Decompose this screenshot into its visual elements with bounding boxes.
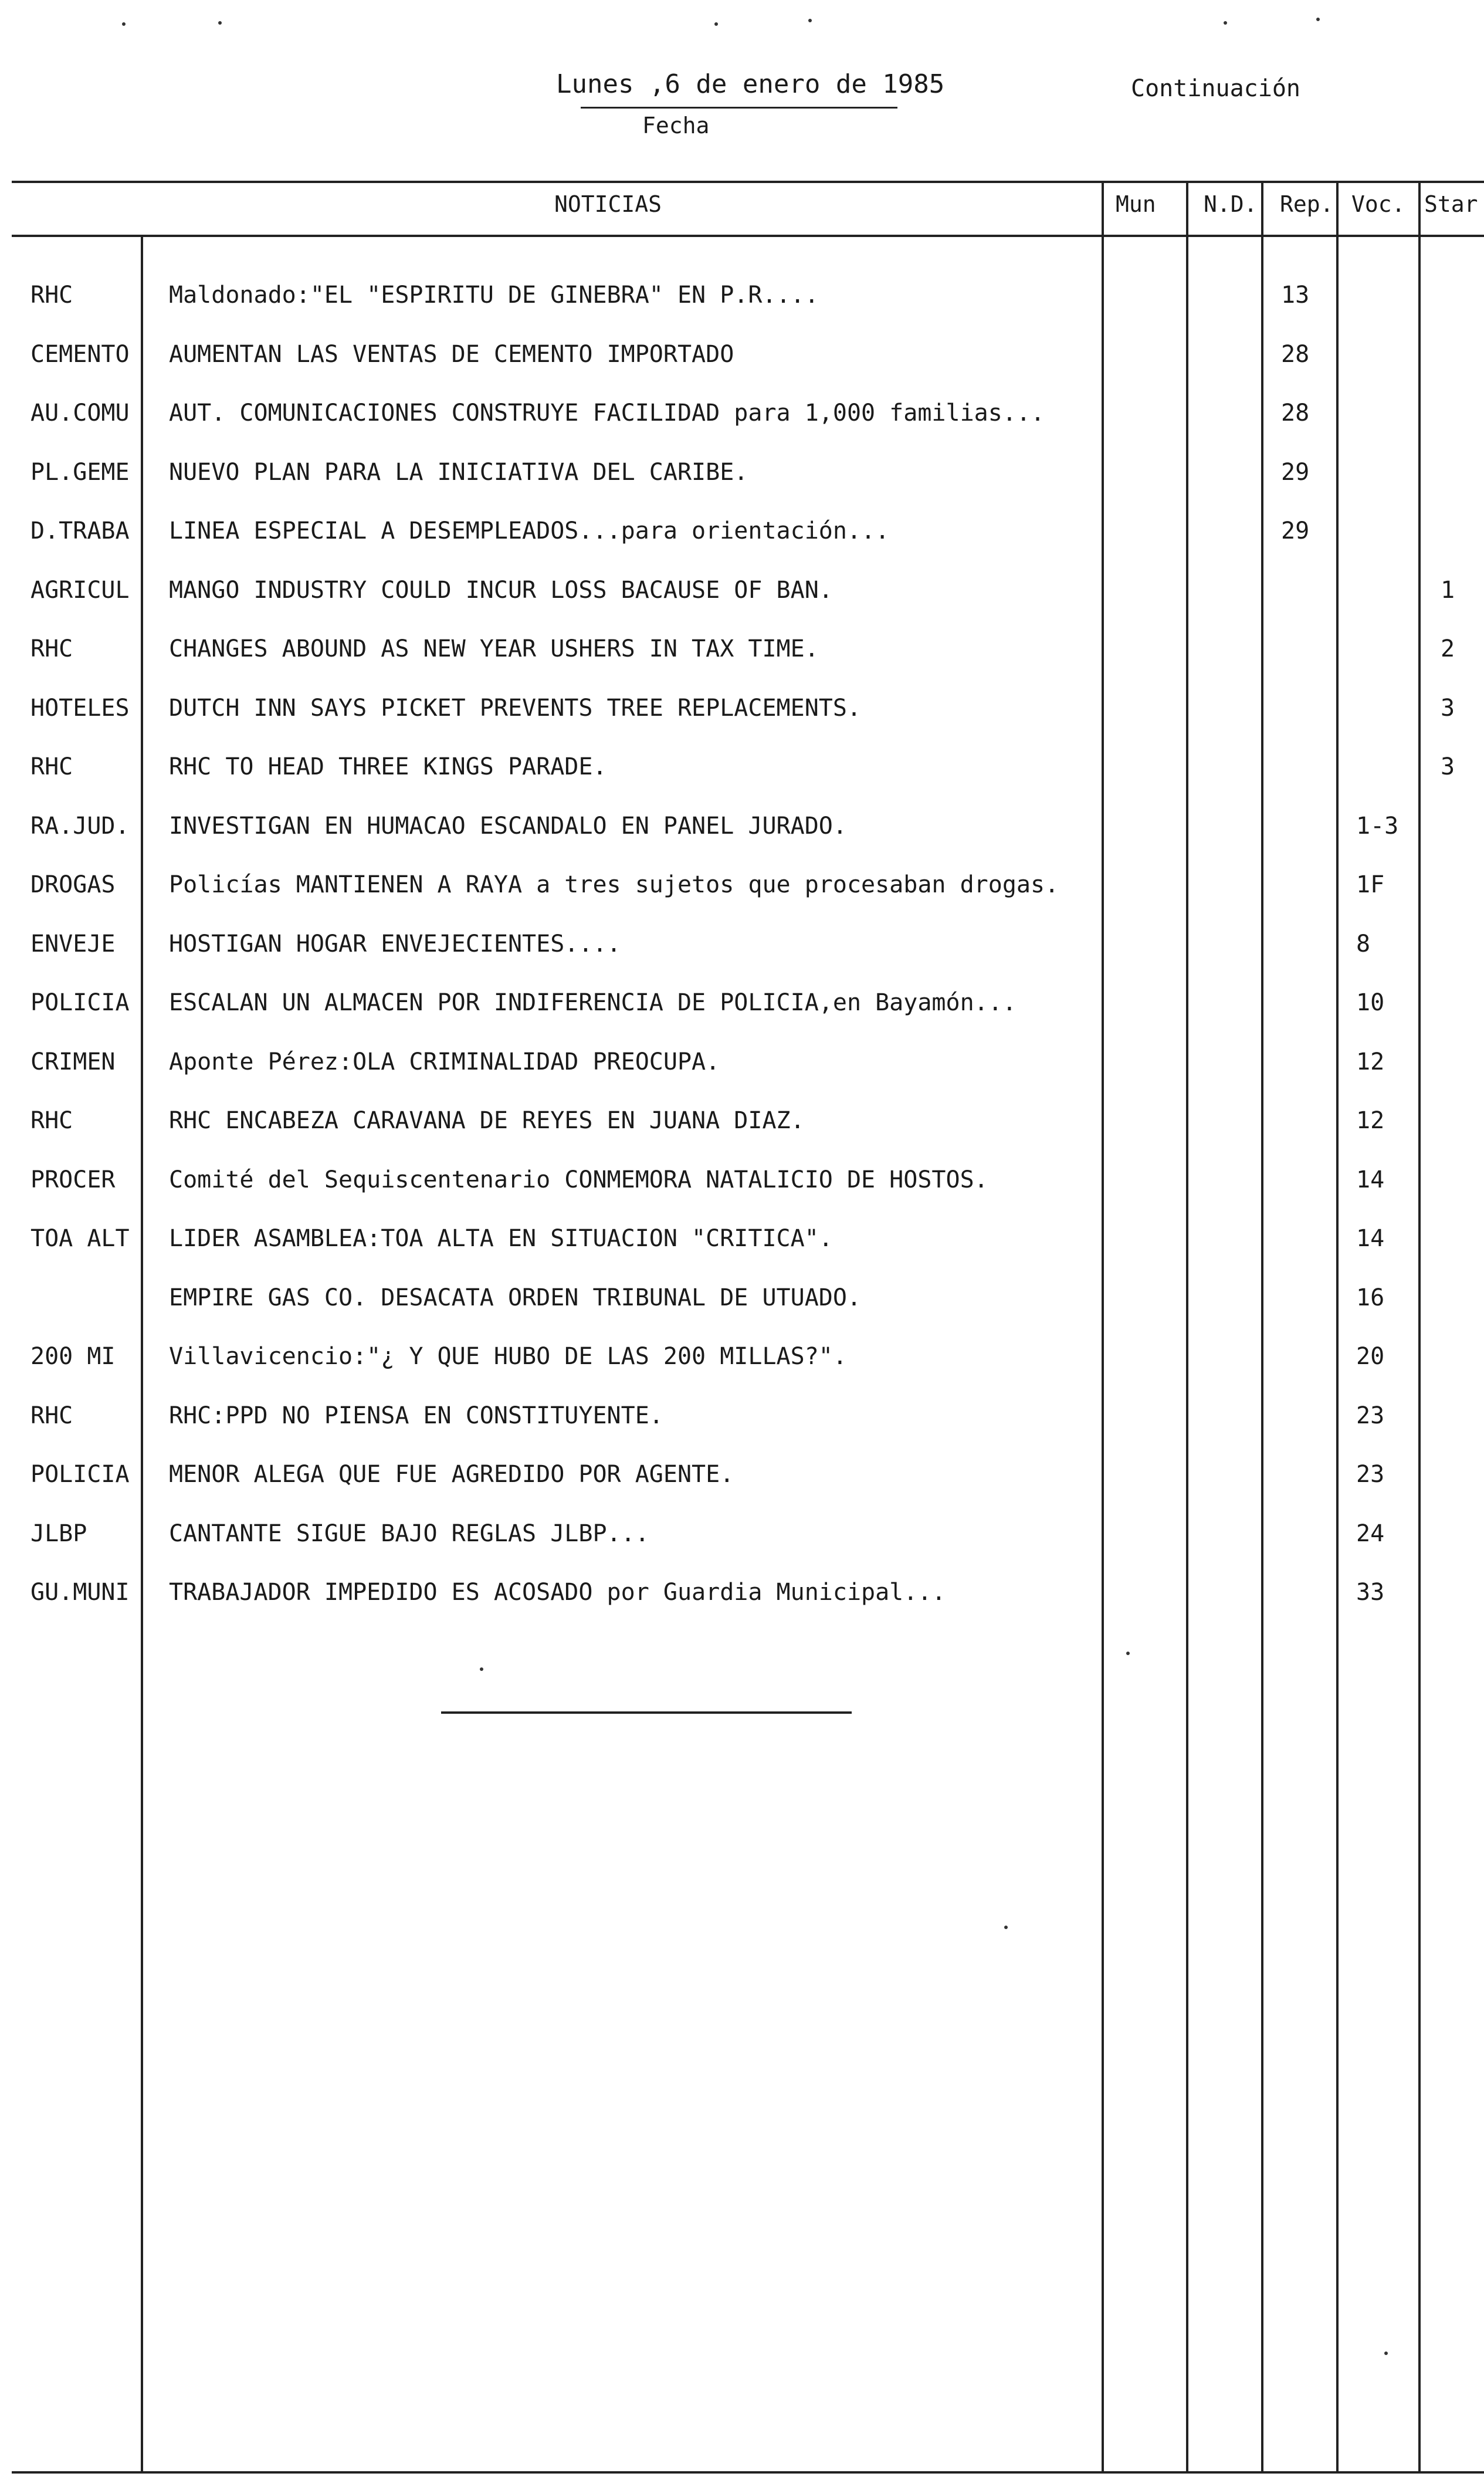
row-code: AGRICUL xyxy=(31,577,130,604)
row-headline: Aponte Pérez:OLA CRIMINALIDAD PREOCUPA. xyxy=(169,1048,720,1075)
row-headline: MENOR ALEGA QUE FUE AGREDIDO POR AGENTE. xyxy=(169,1461,734,1488)
row-headline: DUTCH INN SAYS PICKET PREVENTS TREE REPLACEMENTS. xyxy=(169,695,862,722)
row-code: JLBP xyxy=(31,1520,87,1547)
row-headline: Comité del Sequiscentenario CONMEMORA NATALICIO DE HOSTOS. xyxy=(169,1166,988,1193)
row-rep-page: 13 xyxy=(1281,282,1310,309)
row-code: AU.COMU xyxy=(31,400,130,427)
row-headline: EMPIRE GAS CO. DESACATA ORDEN TRIBUNAL DE UTUADO. xyxy=(169,1284,862,1311)
row-headline: RHC:PPD NO PIENSA EN CONSTITUYENTE. xyxy=(169,1402,663,1429)
row-headline: AUMENTAN LAS VENTAS DE CEMENTO IMPORTADO xyxy=(169,341,734,368)
nd-column-divider xyxy=(1186,181,1188,2471)
scan-speck xyxy=(808,19,812,22)
row-voc-page: 12 xyxy=(1356,1107,1385,1134)
row-code: RHC xyxy=(31,753,73,780)
row-headline: INVESTIGAN EN HUMACAO ESCANDALO EN PANEL JURADO. xyxy=(169,813,847,840)
row-voc-page: 1F xyxy=(1356,871,1385,898)
row-voc-page: 14 xyxy=(1356,1225,1385,1252)
code-column-divider xyxy=(141,236,143,2471)
row-code: DROGAS xyxy=(31,871,116,898)
table-bottom-rule xyxy=(12,2471,1484,2474)
row-code: RHC xyxy=(31,282,73,309)
noticias-header: NOTICIAS xyxy=(554,191,662,217)
row-voc-page: 16 xyxy=(1356,1284,1385,1311)
date-label: Fecha xyxy=(642,113,710,138)
row-voc-page: 20 xyxy=(1356,1343,1385,1370)
row-code: PROCER xyxy=(31,1166,116,1193)
row-voc-page: 8 xyxy=(1356,931,1371,958)
continuation-label: Continuación xyxy=(1131,75,1300,102)
row-code: PL.GEME xyxy=(31,459,130,486)
row-voc-page: 12 xyxy=(1356,1048,1385,1075)
scan-speck xyxy=(1004,1926,1008,1929)
row-rep-page: 29 xyxy=(1281,459,1310,486)
date-heading: Lunes ,6 de enero de 1985 xyxy=(556,69,945,99)
row-rep-page: 29 xyxy=(1281,517,1310,544)
mun-column-divider xyxy=(1102,181,1104,2471)
row-code: HOTELES xyxy=(31,695,130,722)
scan-speck xyxy=(218,21,222,25)
row-code: CEMENTO xyxy=(31,341,130,368)
star-column-divider xyxy=(1418,181,1421,2471)
end-of-list-rule xyxy=(441,1711,852,1714)
voc-header: Voc. xyxy=(1351,191,1405,217)
row-code: CRIMEN xyxy=(31,1048,116,1075)
row-code: D.TRABA xyxy=(31,517,130,544)
row-voc-page: 33 xyxy=(1356,1579,1385,1606)
row-rep-page: 28 xyxy=(1281,400,1310,427)
star-header: Star xyxy=(1424,191,1478,217)
row-headline: RHC ENCABEZA CARAVANA DE REYES EN JUANA DIAZ. xyxy=(169,1107,805,1134)
rep-column-divider xyxy=(1261,181,1263,2471)
scan-speck xyxy=(1126,1652,1130,1655)
row-voc-page: 23 xyxy=(1356,1402,1385,1429)
row-voc-page: 24 xyxy=(1356,1520,1385,1547)
row-headline: LIDER ASAMBLEA:TOA ALTA EN SITUACION "CRITICA". xyxy=(169,1225,833,1252)
row-star-page: 3 xyxy=(1441,753,1455,780)
scan-speck xyxy=(714,22,718,26)
scan-speck xyxy=(122,22,126,26)
row-headline: TRABAJADOR IMPEDIDO ES ACOSADO por Guardia Municipal... xyxy=(169,1579,946,1606)
scan-speck xyxy=(1224,21,1227,25)
row-headline: Maldonado:"EL "ESPIRITU DE GINEBRA" EN P.R.... xyxy=(169,282,819,309)
row-code: GU.MUNI xyxy=(31,1579,130,1606)
row-code: TOA ALT xyxy=(31,1225,130,1252)
row-headline: HOSTIGAN HOGAR ENVEJECIENTES.... xyxy=(169,931,621,958)
row-headline: NUEVO PLAN PARA LA INICIATIVA DEL CARIBE. xyxy=(169,459,748,486)
date-underline xyxy=(581,107,897,109)
row-code: ENVEJE xyxy=(31,931,116,958)
row-star-page: 3 xyxy=(1441,695,1455,722)
row-code: RHC xyxy=(31,1402,73,1429)
row-code: RHC xyxy=(31,635,73,662)
scan-speck xyxy=(1316,18,1320,21)
row-voc-page: 10 xyxy=(1356,989,1385,1016)
row-headline: RHC TO HEAD THREE KINGS PARADE. xyxy=(169,753,607,780)
row-headline: AUT. COMUNICACIONES CONSTRUYE FACILIDAD para 1,000 familias... xyxy=(169,400,1045,427)
voc-column-divider xyxy=(1336,181,1339,2471)
row-code: POLICIA xyxy=(31,1461,130,1488)
row-headline: CHANGES ABOUND AS NEW YEAR USHERS IN TAX TIME. xyxy=(169,635,819,662)
row-voc-page: 23 xyxy=(1356,1461,1385,1488)
row-headline: ESCALAN UN ALMACEN POR INDIFERENCIA DE POLICIA,en Bayamón... xyxy=(169,989,1017,1016)
row-code: POLICIA xyxy=(31,989,130,1016)
row-headline: LINEA ESPECIAL A DESEMPLEADOS...para orientación... xyxy=(169,517,890,544)
row-code: 200 MI xyxy=(31,1343,116,1370)
nd-header: N.D. xyxy=(1204,191,1258,217)
row-headline: CANTANTE SIGUE BAJO REGLAS JLBP... xyxy=(169,1520,649,1547)
row-code: RHC xyxy=(31,1107,73,1134)
scan-speck xyxy=(1384,2352,1388,2355)
row-headline: MANGO INDUSTRY COULD INCUR LOSS BACAUSE OF BAN. xyxy=(169,577,833,604)
row-rep-page: 28 xyxy=(1281,341,1310,368)
row-code: RA.JUD. xyxy=(31,813,130,840)
rep-header: Rep. xyxy=(1280,191,1334,217)
row-star-page: 2 xyxy=(1441,635,1455,662)
row-voc-page: 1-3 xyxy=(1356,813,1399,840)
mun-header: Mun xyxy=(1116,191,1156,217)
row-headline: Policías MANTIENEN A RAYA a tres sujetos que procesaban drogas. xyxy=(169,871,1059,898)
row-headline: Villavicencio:"¿ Y QUE HUBO DE LAS 200 MILLAS?". xyxy=(169,1343,847,1370)
row-star-page: 1 xyxy=(1441,577,1455,604)
row-voc-page: 14 xyxy=(1356,1166,1385,1193)
scan-speck xyxy=(480,1667,483,1671)
